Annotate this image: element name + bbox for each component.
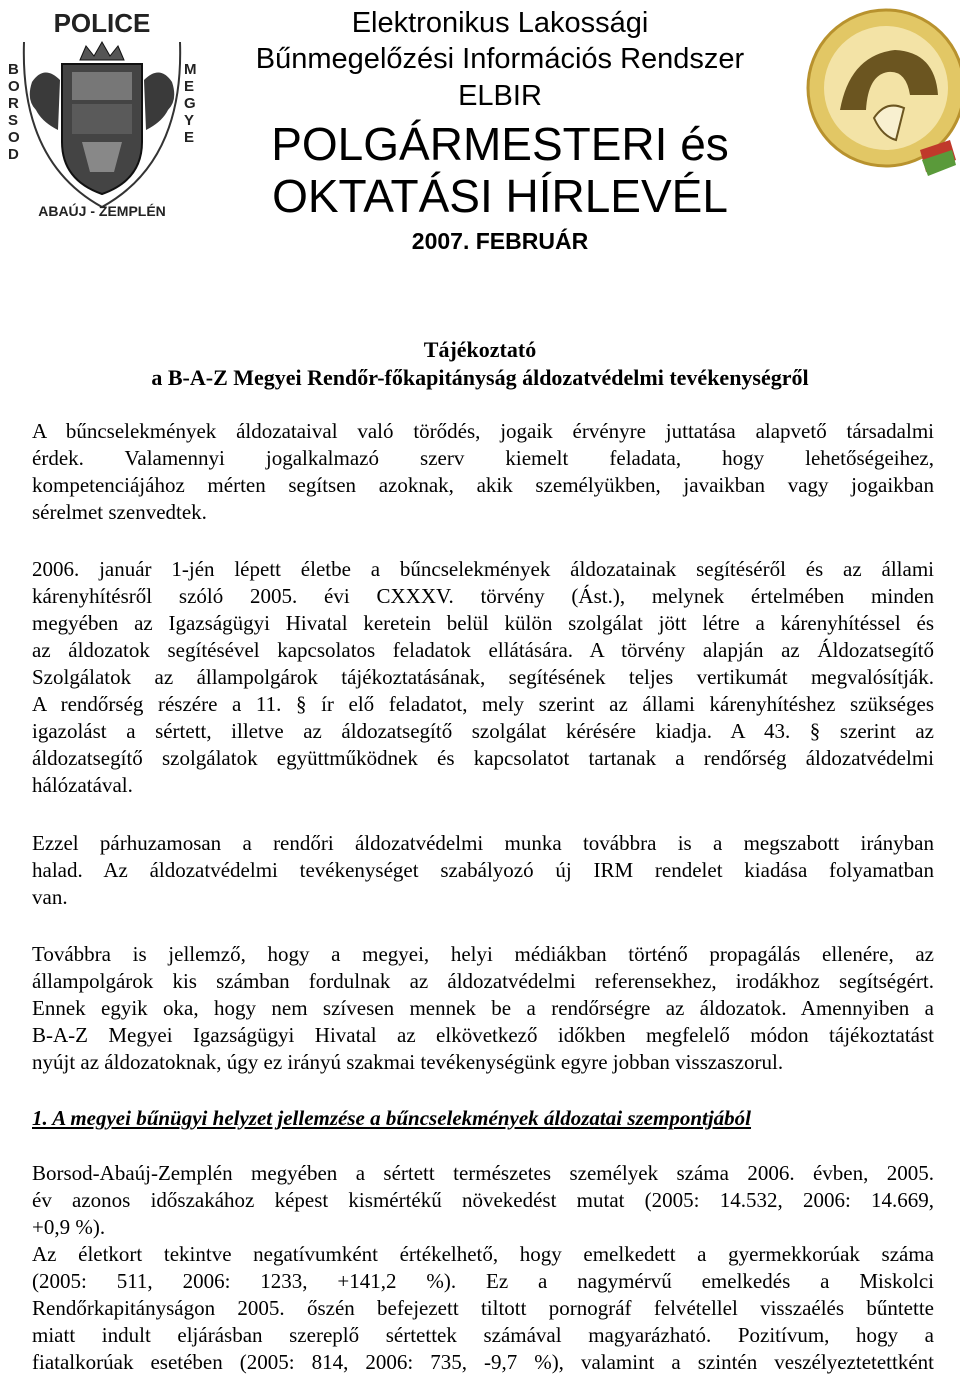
paragraph-line: áldozatsegítő szolgálatok együttműködnek és kapcsolatot tartanak a rendőrség áldozatvédelmi [32, 746, 934, 770]
header-line-3: ELBIR [458, 80, 542, 112]
paragraph-line: B-A-Z Megyei Igazságügyi Hivatal az elkövetkező időkben megfelelő módon tájékoztatást [32, 1023, 934, 1047]
paragraph-line: van. [32, 885, 68, 909]
report-title: Tájékoztató [423, 337, 537, 362]
paragraph-line: Ezzel párhuzamosan a rendőri áldozatvédelmi munka továbbra is a megszabott irányban [32, 831, 934, 855]
police-coat-of-arms-icon [2, 2, 202, 220]
paragraph-2 [32, 556, 934, 799]
paragraph-line: Ennek egyik oka, hogy nem szívesen mennek be a rendőrségre az áldozatok. Amennyiben a [32, 996, 934, 1020]
paragraph-line: kompetenciájához mérten segítsen azoknak, akik személyükben, javaikban vagy jogaikban [32, 473, 934, 497]
paragraph-4 [32, 941, 934, 1076]
seal-emblem-icon [800, 0, 960, 190]
paragraph-line: hálózatával. [32, 773, 133, 797]
paragraph-line: igazolást a sértett, illetve az áldozatsegítő szolgálat kérésére kiadja. A 43. § szerint az [32, 719, 934, 743]
paragraph-line: Borsod-Abaúj-Zemplén megyében a sértett természetes személyek száma 2006. évben, 2005. [32, 1161, 934, 1185]
police-logo-text: POLICE [53, 8, 151, 38]
paragraph-line: Továbbra is jellemző, hogy a megyei, helyi médiákban történő propagálás ellenére, az [32, 942, 934, 966]
paragraph-6 [32, 1241, 934, 1376]
paragraph-line: nyújt az áldozatoknak, úgy ez irányú szakmai tevékenységünk egyre jobban visszaszorul. [32, 1050, 784, 1074]
paragraph-line: Az életkort tekintve negatívumként értékelhető, hogy emelkedett a gyermekkorúak száma [32, 1242, 934, 1266]
paragraph-line: A bűncselekmények áldozataival való törődés, jogaik érvényre juttatása alapvető társadalmi [32, 419, 934, 443]
paragraph-3 [32, 830, 934, 911]
paragraph-line: (2005: 511, 2006: 1233, +141,2 %). Ez a nagymérvű emelkedés a Miskolci [32, 1269, 934, 1293]
section-1-heading: 1. A megyei bűnügyi helyzet jellemzése a bűncselekmények áldozatai szempontjából [32, 1106, 752, 1130]
report-subtitle: a B-A-Z Megyei Rendőr-főkapitányság áldozatvédelmi tevékenységről [151, 365, 809, 390]
paragraph-line: A rendőrség részére a 11. § ír elő feladatot, mely szerint az állami kárenyhítéshez szükséges [32, 692, 934, 716]
paragraph-line: halad. Az áldozatvédelmi tevékenységet szabályozó új IRM rendelet kiadása folyamatban [32, 858, 934, 882]
paragraph-line: miatt indult eljárásban szereplő sértettek számával magyarázható. Pozitívum, hogy a [32, 1323, 934, 1347]
paragraph-line: Szolgálatok az állampolgárok tájékoztatásának, segítésének teljes vertikumát megvalósítják. [32, 665, 934, 689]
header-date: 2007. FEBRUÁR [411, 228, 589, 254]
header-title-1: POLGÁRMESTERI és [271, 118, 729, 170]
paragraph-5 [32, 1160, 934, 1241]
header-title-2: OKTATÁSI HÍRLEVÉL [272, 170, 728, 222]
paragraph-line: Rendőrkapitányságon 2005. őszén befejezett tiltott pornográf felvétellel visszaélés bűntette [32, 1296, 934, 1320]
paragraph-line: sérelmet szenvedtek. [32, 500, 207, 524]
header-line-2: Bűnmegelőzési Információs Rendszer [255, 43, 745, 75]
svg-text:ABAÚJ - ZEMPLÉN: ABAÚJ - ZEMPLÉN [38, 203, 166, 219]
svg-text:BORSOD: B O R S O D [8, 61, 20, 163]
paragraph-line: érdek. Valamennyi jogalkalmazó szerv kiemelt feladata, hogy lehetőségeihez, [32, 446, 934, 470]
paragraph-line: kárenyhítésről szóló 2005. évi CXXXV. törvény (Ást.), melynek értelmében minden [32, 584, 934, 608]
paragraph-line: állampolgárok kis számban fordulnak az áldozatvédelmi referensekhez, irodákhoz segítségért. [32, 969, 934, 993]
svg-text:MEGYE: M E G Y E [184, 61, 197, 146]
paragraph-line: az áldozatok segítésével kapcsolatos feladatok ellátására. A törvény alapján az Áldozatsegítő [32, 638, 934, 662]
paragraph-line: megyében az Igazságügyi Hivatal keretein belül külön szolgálat jött létre a kárenyhítéssel és [32, 611, 934, 635]
header-line-1: Elektronikus Lakossági [351, 7, 649, 39]
paragraph-line: fiatalkorúak esetében (2005: 814, 2006: 735, -9,7 %), valamint a szintén veszélyeztetettként [32, 1350, 934, 1374]
paragraph-line: +0,9 %). [32, 1215, 106, 1239]
paragraph-line: év azonos időszakához képest kismértékű növekedést mutat (2005: 14.532, 2006: 14.669, [32, 1188, 934, 1212]
paragraph-line: 2006. január 1-jén lépett életbe a bűncselekmények áldozatainak segítéséről és az állami [32, 557, 934, 581]
paragraph-1 [32, 418, 934, 526]
